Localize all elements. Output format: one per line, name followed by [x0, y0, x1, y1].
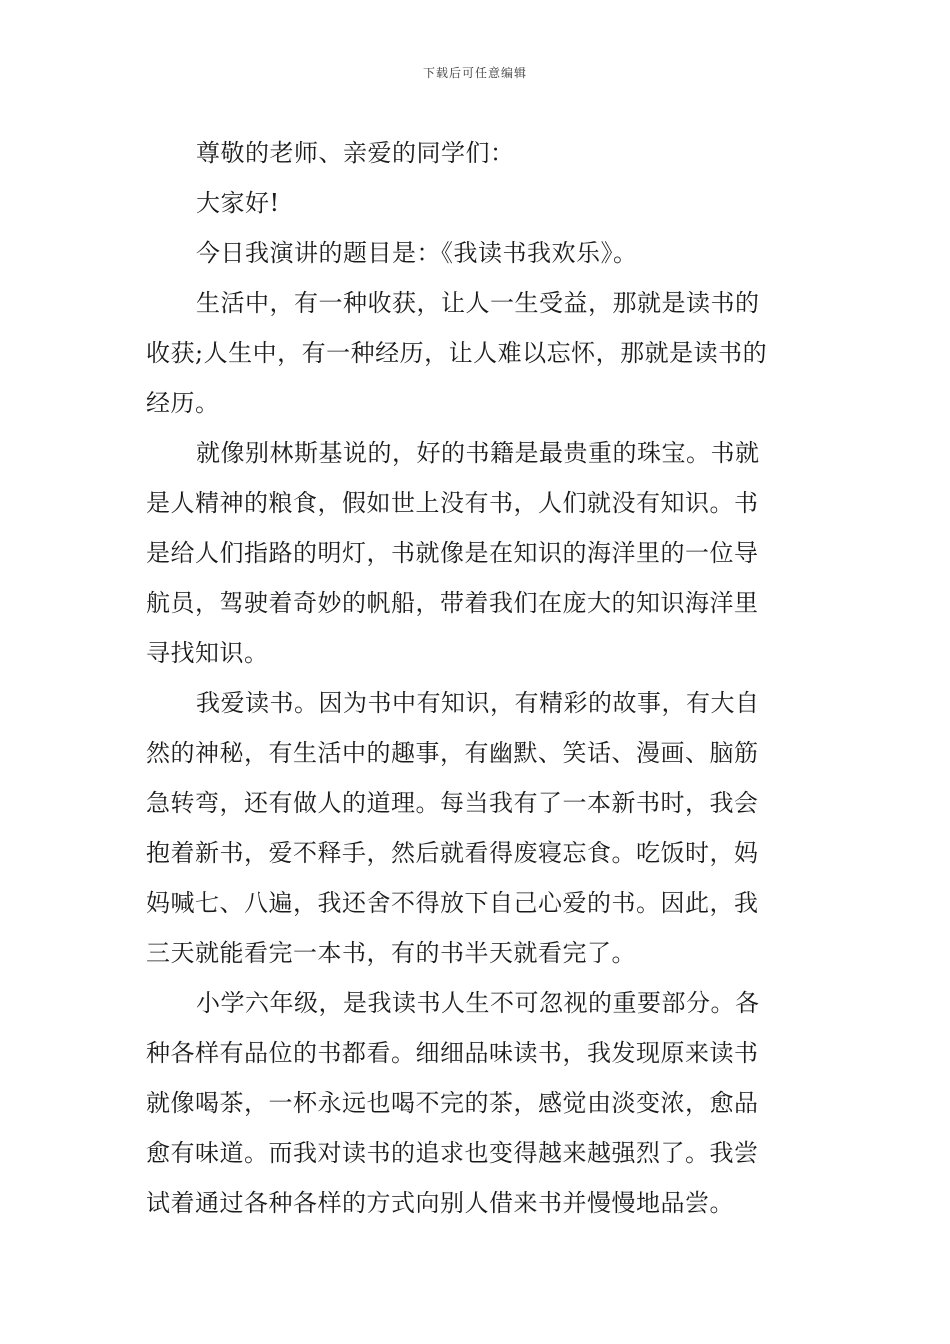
paragraph-line: 收获;人生中，有一种经历，让人难以忘怀，那就是读书的 [146, 339, 768, 367]
paragraph-line: 种各样有品位的书都看。细细品味读书，我发现原来读书 [146, 1039, 759, 1067]
paragraph-1 [146, 278, 808, 428]
paragraph-line: 我爱读书。因为书中有知识，有精彩的故事，有大自 [196, 689, 760, 717]
paragraph-line: 三天就能看完一本书，有的书半天就看完了。 [146, 939, 636, 967]
hello-line: 大家好! [196, 189, 280, 217]
paragraph-line: 试着通过各种各样的方式向别人借来书并慢慢地品尝。 [146, 1189, 734, 1217]
paragraph-line: 急转弯，还有做人的道理。每当我有了一本新书时，我会 [146, 789, 759, 817]
paragraph-line: 生活中，有一种收获，让人一生受益，那就是读书的 [196, 289, 760, 317]
greeting-line: 尊敬的老师、亲爱的同学们： [196, 139, 515, 167]
paragraph-line: 寻找知识。 [146, 639, 269, 667]
paragraph-3 [146, 678, 808, 978]
document-body [146, 128, 808, 1228]
paragraph-line: 航员，驾驶着奇妙的帆船，带着我们在庞大的知识海洋里 [146, 589, 759, 617]
topic-line: 今日我演讲的题目是：《我读书我欢乐》。 [196, 239, 638, 267]
paragraph-line: 愈有味道。而我对读书的追求也变得越来越强烈了。我尝 [146, 1139, 759, 1167]
paragraph-line: 就像别林斯基说的，好的书籍是最贵重的珠宝。书就 [196, 439, 760, 467]
paragraph-line: 是给人们指路的明灯，书就像是在知识的海洋里的一位导 [146, 539, 759, 567]
paragraph-line: 是人精神的粮食，假如世上没有书，人们就没有知识。书 [146, 489, 759, 517]
paragraph-line: 抱着新书，爱不释手，然后就看得废寝忘食。吃饭时，妈 [146, 839, 759, 867]
paragraph-line: 然的神秘，有生活中的趣事，有幽默、笑话、漫画、脑筋 [146, 739, 759, 767]
page-header-note: 下载后可任意编辑 [422, 66, 527, 80]
paragraph-line: 经历。 [146, 389, 220, 417]
paragraph-line: 妈喊七、八遍，我还舍不得放下自己心爱的书。因此，我 [146, 889, 759, 917]
paragraph-line: 小学六年级，是我读书人生不可忽视的重要部分。各 [196, 989, 760, 1017]
paragraph-2 [146, 428, 808, 678]
paragraph-line: 就像喝茶，一杯永远也喝不完的茶，感觉由淡变浓，愈品 [146, 1089, 759, 1117]
paragraph-4 [146, 978, 808, 1228]
